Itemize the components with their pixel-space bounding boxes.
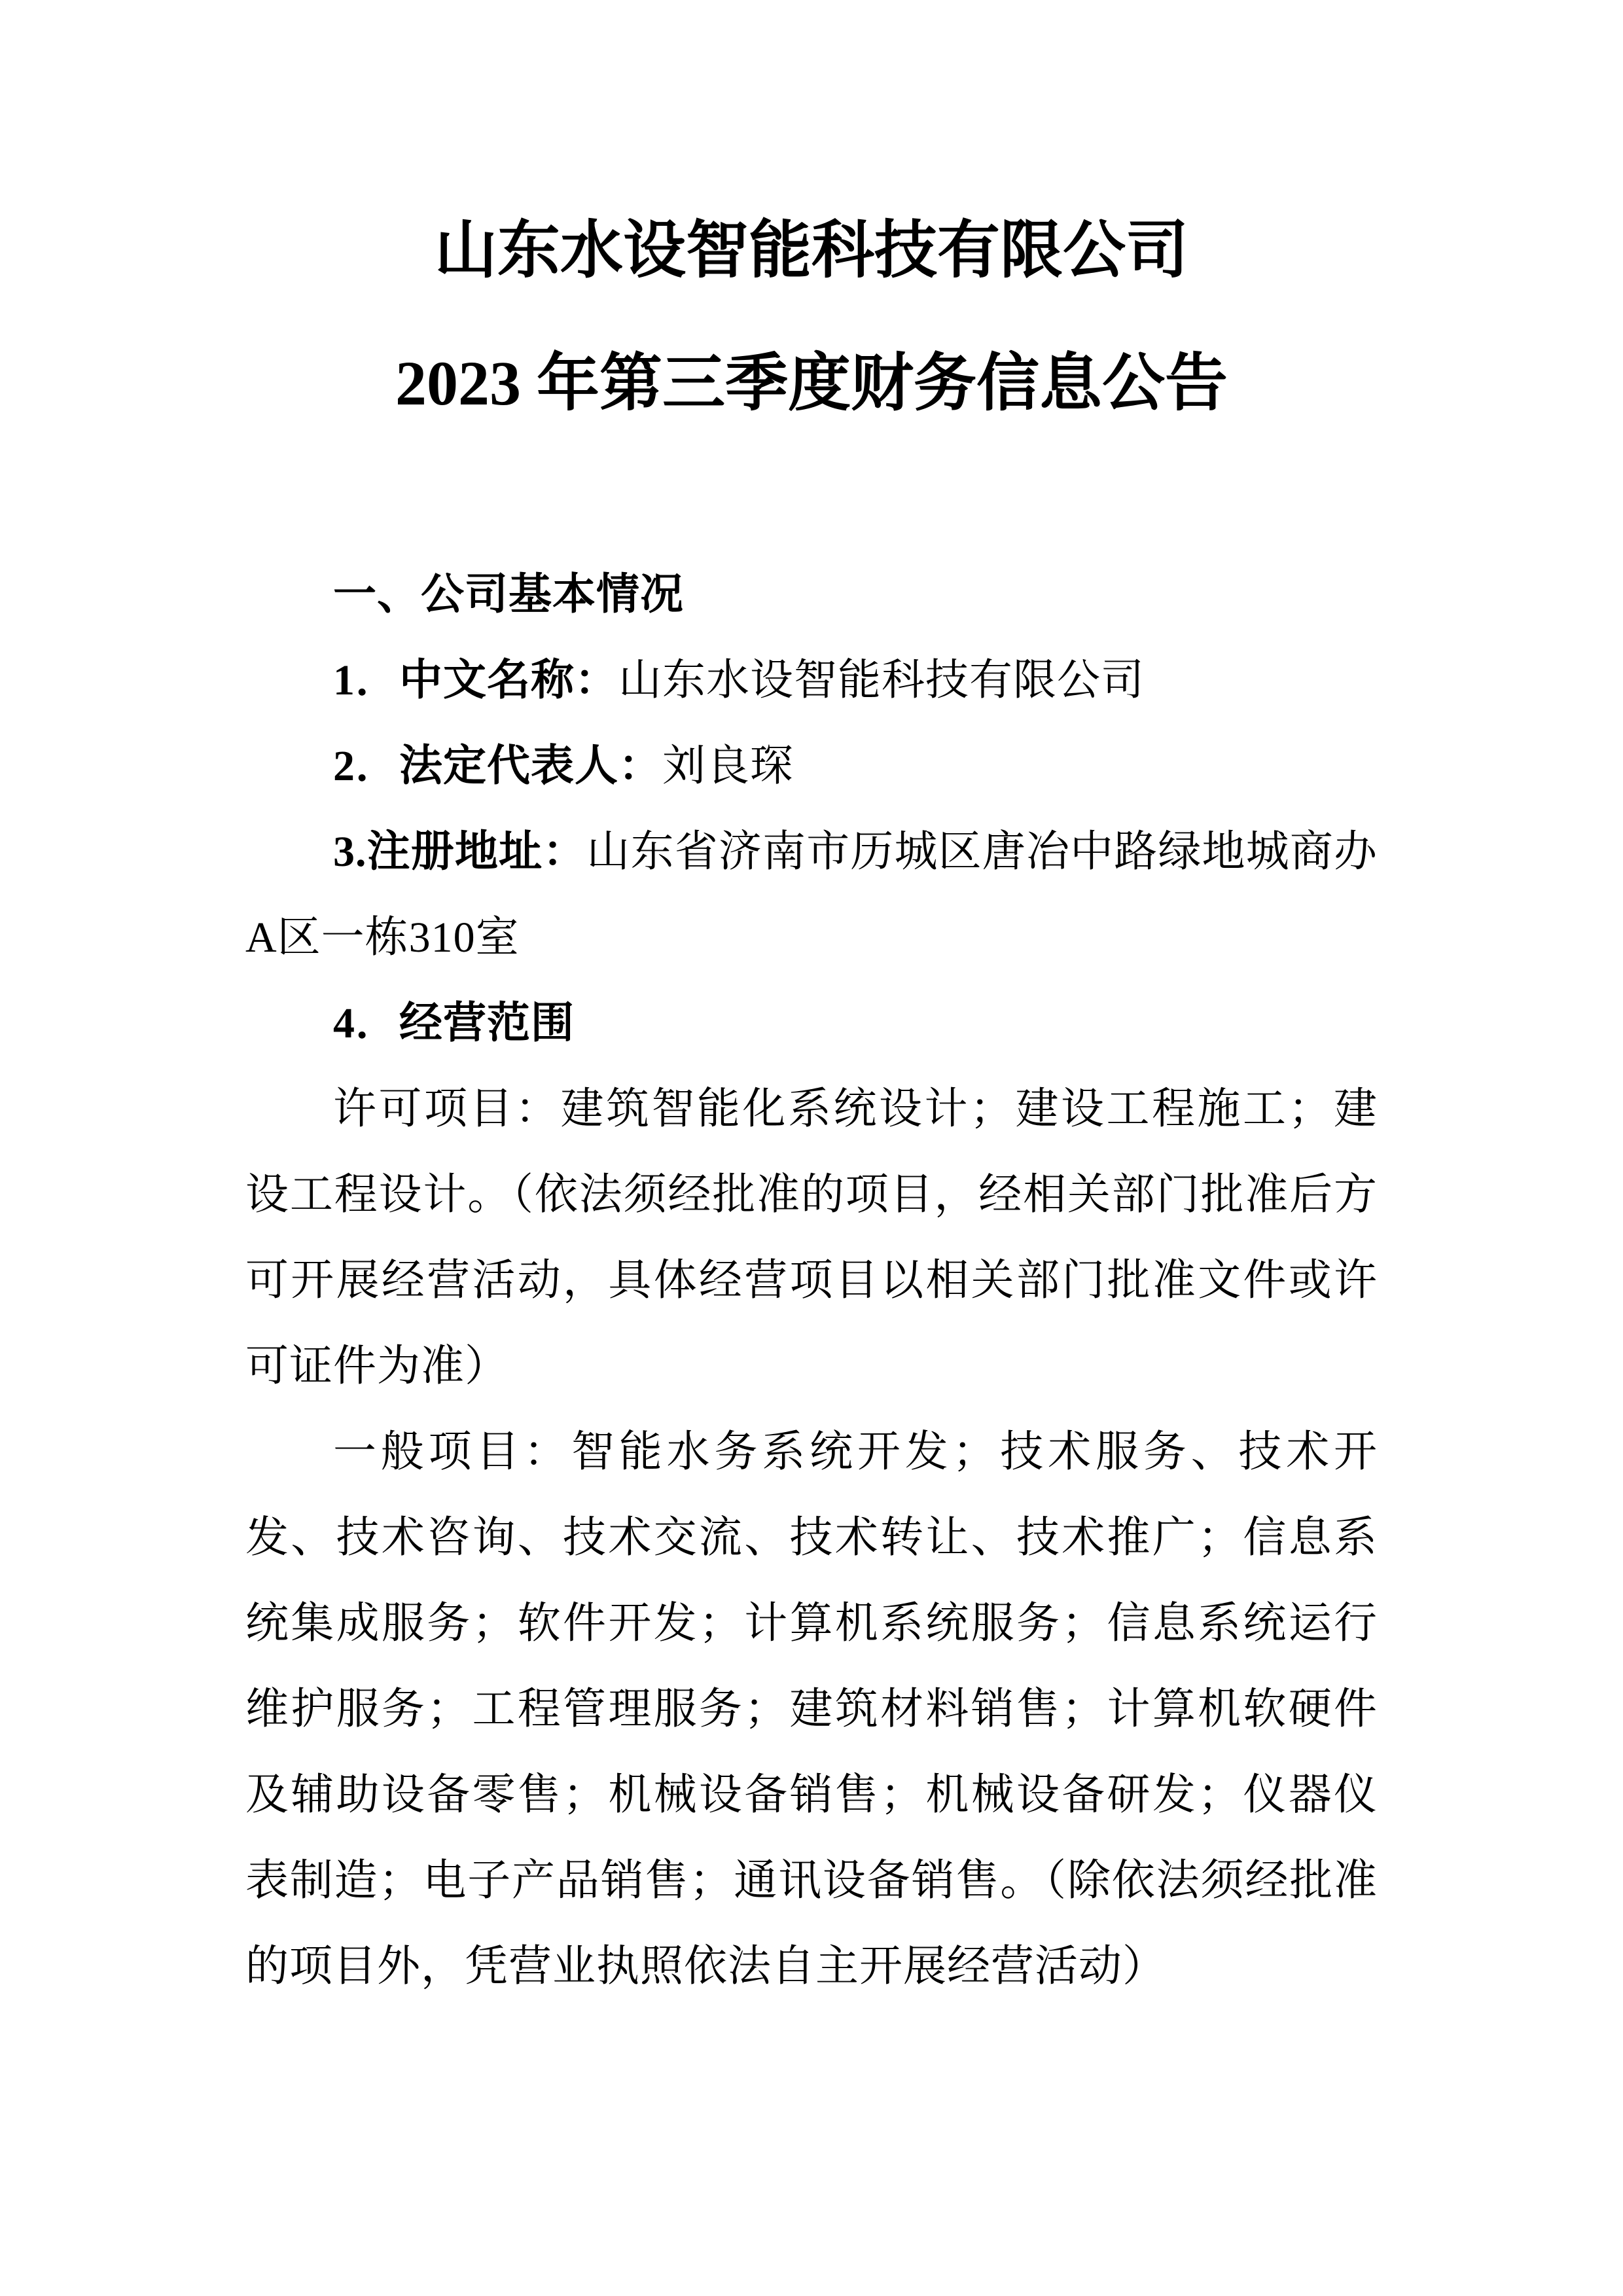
item-business-scope-label: 4．经营范围 — [333, 999, 575, 1047]
item-chinese-name-label: 1．中文名称： — [333, 656, 618, 704]
item-legal-representative — [245, 723, 1378, 809]
item-legal-representative-value: 刘良琛 — [662, 742, 794, 790]
document-title-line2: 2023 年第三季度财务信息公告 — [395, 348, 1228, 418]
item-legal-representative-label: 2．法定代表人： — [333, 742, 662, 790]
item-chinese-name-value: 山东水设智能科技有限公司 — [618, 656, 1145, 704]
item-registered-address-value: 山东省济南市历城区唐冶中路绿地城商办A区一栋310室 — [245, 828, 1378, 961]
document-title-line1: 山东水设智能科技有限公司 — [435, 215, 1188, 285]
item-chinese-name — [245, 637, 1378, 723]
section-heading-company-basic-info: 一、公司基本情况 — [333, 571, 684, 619]
item-registered-address — [245, 809, 1378, 980]
item-business-scope-heading — [245, 980, 1378, 1066]
paragraph-general-projects: 一般项目：智能水务系统开发；技术服务、技术开发、技术咨询、技术交流、技术转让、技术推广；信息系统集成服务；软件开发；计算机系统服务；信息系统运行维护服务；工程管理服务；建筑材料销售；计算机软硬件及辅助设备零售；机械设备销售；机械设备研发；仪器仪表制造；电子产品销售；通讯设备销售。（除依法须经批准的项目外，凭营业执照依法自主开展经营活动） — [245, 1428, 1378, 1990]
document-body — [245, 552, 1378, 2009]
item-registered-address-label: 3.注册地址： — [333, 828, 587, 876]
paragraph-licensed-projects: 许可项目：建筑智能化系统设计；建设工程施工；建设工程设计。（依法须经批准的项目，经相关部门批准后方可开展经营活动，具体经营项目以相关部门批准文件或许可证件为准） — [245, 1085, 1378, 1390]
